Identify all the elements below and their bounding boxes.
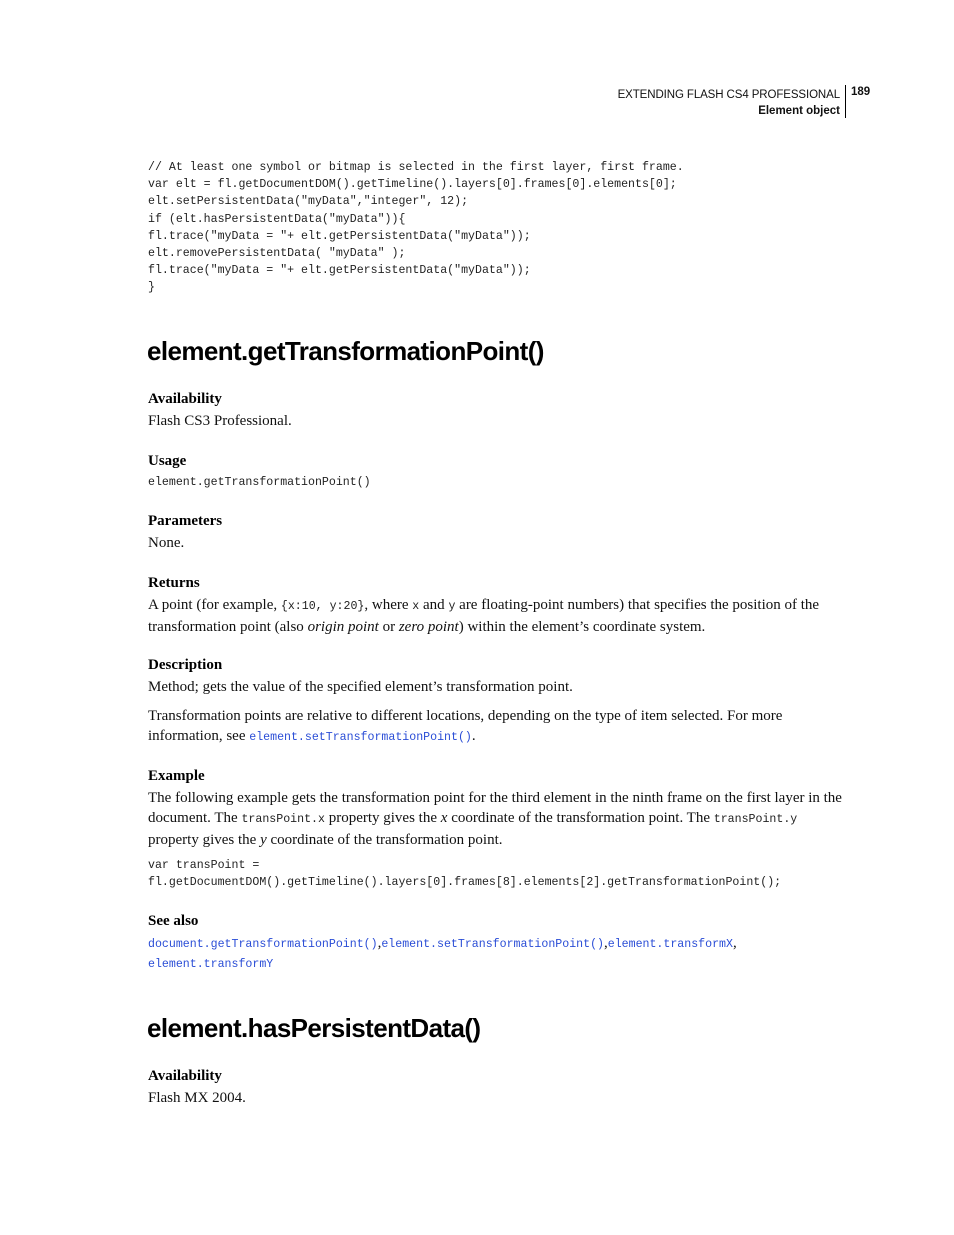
- example-text: property gives the: [324, 810, 441, 826]
- code-block-persistent-data: [148, 159, 684, 297]
- running-header: [618, 87, 840, 119]
- returns-text: and: [419, 597, 449, 613]
- emphasis: zero point: [398, 619, 459, 635]
- code-line: var transPoint =: [148, 859, 260, 872]
- returns-heading: Returns: [148, 575, 200, 591]
- code-line: fl.trace("myData = "+ elt.getPersistentData("myData"));: [148, 229, 531, 243]
- section-heading-has-persistent-data: element.hasPersistentData(): [147, 1013, 481, 1043]
- inline-code: {x:10, y:20}: [280, 600, 365, 613]
- emphasis: y: [260, 832, 267, 848]
- inline-code: y: [448, 600, 456, 613]
- example-code-block: [148, 857, 781, 891]
- example-text: coordinate of the transformation point. The: [447, 810, 714, 826]
- availability-heading-2: Availability: [148, 1068, 222, 1084]
- code-line: fl.getDocumentDOM().getTimeline().layers[0].frames[8].elements[2].getTransformationPoint();: [148, 876, 782, 890]
- header-divider: [845, 85, 846, 118]
- emphasis: x: [440, 810, 448, 826]
- emphasis: origin point: [307, 619, 379, 635]
- availability-text-2: Flash MX 2004.: [148, 1090, 246, 1106]
- availability-text: Flash CS3 Professional.: [148, 413, 292, 429]
- returns-text: A point (for example,: [148, 597, 281, 613]
- punctuation: .: [471, 728, 476, 744]
- example-text: property gives the: [148, 832, 261, 848]
- description-text-2: Transformation points are relative to different locations, depending on the type of item selected. For more information, see: [148, 708, 783, 744]
- parameters-heading: Parameters: [148, 513, 223, 529]
- parameters-text: None.: [148, 535, 185, 551]
- description-heading: Description: [148, 657, 223, 673]
- availability-heading: Availability: [148, 391, 222, 407]
- returns-text: , where: [364, 597, 413, 613]
- description-text: Method; gets the value of the specified element’s transformation point.: [148, 679, 573, 695]
- inline-code: transPoint.x: [241, 813, 325, 826]
- code-line: var elt = fl.getDocumentDOM().getTimeline().layers[0].frames[0].elements[0];: [148, 178, 677, 192]
- set-transformation-point-link[interactable]: element.setTransformationPoint(): [249, 731, 472, 744]
- returns-text: are floating-point numbers) that specifies the position of the transformation point (also: [148, 597, 820, 635]
- code-line: fl.trace("myData = "+ elt.getPersistentData("myData"));: [148, 264, 531, 278]
- example-text: coordinate of the transformation point.: [266, 832, 503, 848]
- inline-code: x: [412, 600, 420, 613]
- inline-code: transPoint.y: [713, 813, 798, 826]
- example-text: The following example gets the transformation point for the third element in the ninth frame on the first layer in the document. The: [148, 790, 842, 826]
- document-title: EXTENDING FLASH CS4 PROFESSIONAL: [617, 89, 840, 101]
- see-also-link-element-transform-x[interactable]: element.transformX: [607, 938, 733, 951]
- separator: ,: [377, 935, 382, 951]
- see-also-links: [148, 934, 848, 974]
- usage-heading: Usage: [148, 453, 187, 469]
- code-line: if (elt.hasPersistentData("myData")){: [148, 212, 406, 226]
- see-also-heading: See also: [148, 913, 199, 929]
- example-heading: Example: [148, 768, 205, 784]
- section-name: Element object: [758, 105, 840, 117]
- example-paragraph: [148, 788, 844, 850]
- see-also-link-element-set-transformation-point[interactable]: element.setTransformationPoint(): [381, 938, 604, 951]
- see-also-link-element-transform-y[interactable]: element.transformY: [148, 958, 274, 971]
- separator: ,: [732, 935, 737, 951]
- returns-text: or: [378, 619, 399, 635]
- usage-code: element.getTransformationPoint(): [148, 476, 371, 489]
- returns-paragraph: [148, 595, 848, 637]
- section-heading-get-transformation-point: element.getTransformationPoint(): [147, 336, 544, 366]
- code-line: elt.setPersistentData("myData","integer", 12);: [148, 195, 469, 209]
- page-number: 189: [851, 86, 871, 98]
- separator: ,: [603, 935, 608, 951]
- returns-text: ) within the element’s coordinate system.: [458, 619, 706, 635]
- description-paragraph-2: [148, 706, 848, 748]
- code-line: elt.removePersistentData( "myData" );: [148, 247, 406, 261]
- code-line: }: [148, 281, 155, 295]
- see-also-link-document-get-transformation-point[interactable]: document.getTransformationPoint(): [148, 938, 378, 951]
- code-line: // At least one symbol or bitmap is selected in the first layer, first frame.: [148, 161, 684, 174]
